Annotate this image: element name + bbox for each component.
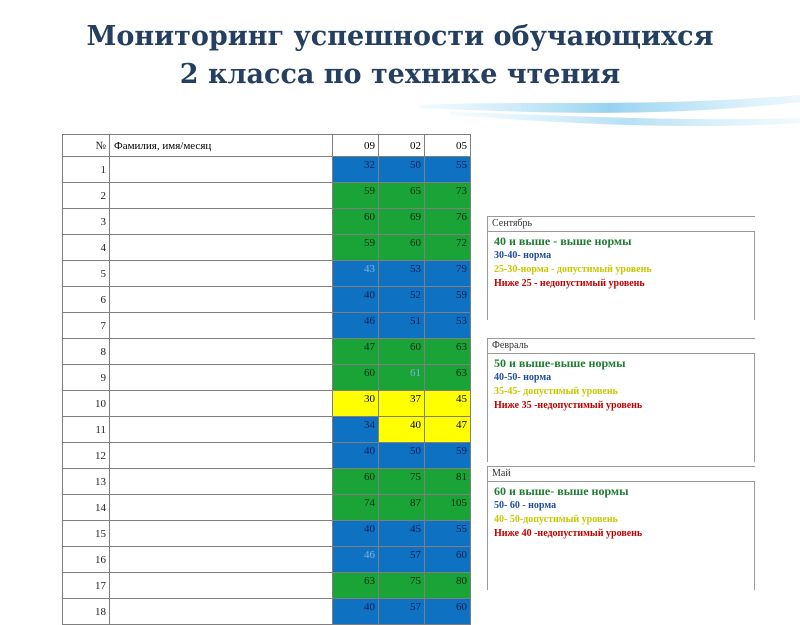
table-row <box>63 495 471 521</box>
score-september: 40 <box>333 287 379 313</box>
score-may: 63 <box>425 339 471 365</box>
score-february: 60 <box>379 235 425 261</box>
score-may: 105 <box>425 495 471 521</box>
student-name-cell <box>110 495 333 521</box>
legend-body <box>487 482 755 590</box>
student-name-cell <box>110 157 333 183</box>
legend-norm: 30-40- норма <box>494 250 552 261</box>
score-february: 61 <box>379 365 425 391</box>
score-may: 59 <box>425 287 471 313</box>
score-february: 50 <box>379 443 425 469</box>
student-name-cell <box>110 547 333 573</box>
row-number: 4 <box>63 235 110 261</box>
legend-unacceptable: Ниже 40 -недопустимый уровень <box>494 528 643 539</box>
row-number: 9 <box>63 365 110 391</box>
score-september: 46 <box>333 547 379 573</box>
score-may: 55 <box>425 521 471 547</box>
score-february: 60 <box>379 339 425 365</box>
score-may: 45 <box>425 391 471 417</box>
table-row <box>63 235 471 261</box>
score-may: 73 <box>425 183 471 209</box>
score-may: 81 <box>425 469 471 495</box>
score-september: 60 <box>333 365 379 391</box>
legend-norm: 50- 60 - норма <box>494 500 557 511</box>
score-september: 60 <box>333 209 379 235</box>
score-september: 46 <box>333 313 379 339</box>
table-row <box>63 313 471 339</box>
student-name-cell <box>110 365 333 391</box>
score-may: 72 <box>425 235 471 261</box>
legend-above-norm: 40 и выше - выше нормы <box>494 234 632 248</box>
slide-title <box>0 18 800 94</box>
row-number: 8 <box>63 339 110 365</box>
legend-september <box>487 216 755 320</box>
table-row <box>63 365 471 391</box>
table-row <box>63 443 471 469</box>
score-september: 47 <box>333 339 379 365</box>
score-february: 57 <box>379 599 425 625</box>
table-row <box>63 209 471 235</box>
legend-norm: 40-50- норма <box>494 372 552 383</box>
legend-acceptable: 35-45- допустимый уровень <box>494 386 618 397</box>
score-february: 50 <box>379 157 425 183</box>
table-row <box>63 261 471 287</box>
legend-body <box>487 232 755 320</box>
score-february: 37 <box>379 391 425 417</box>
row-number: 6 <box>63 287 110 313</box>
table-row <box>63 547 471 573</box>
score-september: 63 <box>333 573 379 599</box>
score-february: 51 <box>379 313 425 339</box>
row-number: 5 <box>63 261 110 287</box>
student-name-cell <box>110 469 333 495</box>
student-name-cell <box>110 573 333 599</box>
score-may: 79 <box>425 261 471 287</box>
score-september: 40 <box>333 443 379 469</box>
row-number: 14 <box>63 495 110 521</box>
table-row <box>63 417 471 443</box>
score-september: 59 <box>333 235 379 261</box>
student-name-cell <box>110 391 333 417</box>
table-row <box>63 287 471 313</box>
score-may: 55 <box>425 157 471 183</box>
score-september: 59 <box>333 183 379 209</box>
legend-may <box>487 466 755 590</box>
header-name: Фамилия, имя/месяц <box>110 135 333 157</box>
student-name-cell <box>110 443 333 469</box>
row-number: 17 <box>63 573 110 599</box>
student-name-cell <box>110 599 333 625</box>
row-number: 10 <box>63 391 110 417</box>
legend-above-norm: 60 и выше- выше нормы <box>494 484 629 498</box>
table-row <box>63 183 471 209</box>
row-number: 18 <box>63 599 110 625</box>
legend-acceptable: 25-30-норма - допустимый уровень <box>494 264 652 275</box>
student-name-cell <box>110 183 333 209</box>
table-row <box>63 521 471 547</box>
header-number: № <box>63 135 110 157</box>
table-row <box>63 339 471 365</box>
table-row <box>63 157 471 183</box>
row-number: 16 <box>63 547 110 573</box>
legend-month: Сентябрь <box>487 216 755 232</box>
score-february: 75 <box>379 573 425 599</box>
row-number: 3 <box>63 209 110 235</box>
table-header-row <box>63 135 471 157</box>
reading-speed-table <box>62 134 471 625</box>
legend-month: Февраль <box>487 338 755 354</box>
legend-unacceptable: Ниже 25 - недопустимый уровень <box>494 278 645 289</box>
score-february: 40 <box>379 417 425 443</box>
title-line-2: 2 класса по технике чтения <box>179 59 621 90</box>
header-may: 05 <box>425 135 471 157</box>
table-row <box>63 391 471 417</box>
row-number: 7 <box>63 313 110 339</box>
score-september: 60 <box>333 469 379 495</box>
row-number: 12 <box>63 443 110 469</box>
row-number: 1 <box>63 157 110 183</box>
score-may: 60 <box>425 599 471 625</box>
score-september: 34 <box>333 417 379 443</box>
student-name-cell <box>110 209 333 235</box>
legend-acceptable: 40- 50-допустимый уровень <box>494 514 618 525</box>
score-february: 65 <box>379 183 425 209</box>
table-row <box>63 573 471 599</box>
legend-above-norm: 50 и выше-выше нормы <box>494 356 626 370</box>
legend-february <box>487 338 755 462</box>
score-may: 63 <box>425 365 471 391</box>
score-september: 40 <box>333 599 379 625</box>
score-february: 45 <box>379 521 425 547</box>
student-name-cell <box>110 521 333 547</box>
score-may: 53 <box>425 313 471 339</box>
score-september: 30 <box>333 391 379 417</box>
score-february: 87 <box>379 495 425 521</box>
score-may: 80 <box>425 573 471 599</box>
score-september: 32 <box>333 157 379 183</box>
score-september: 40 <box>333 521 379 547</box>
score-may: 59 <box>425 443 471 469</box>
student-name-cell <box>110 313 333 339</box>
score-september: 74 <box>333 495 379 521</box>
score-may: 60 <box>425 547 471 573</box>
header-sep: 09 <box>333 135 379 157</box>
score-february: 53 <box>379 261 425 287</box>
score-february: 52 <box>379 287 425 313</box>
student-name-cell <box>110 287 333 313</box>
table-row <box>63 599 471 625</box>
row-number: 15 <box>63 521 110 547</box>
legend-unacceptable: Ниже 35 -недопустимый уровень <box>494 400 643 411</box>
row-number: 13 <box>63 469 110 495</box>
score-september: 43 <box>333 261 379 287</box>
table-row <box>63 469 471 495</box>
student-name-cell <box>110 417 333 443</box>
title-line-1: Мониторинг успешности обучающихся <box>86 21 714 52</box>
student-name-cell <box>110 339 333 365</box>
score-february: 57 <box>379 547 425 573</box>
header-feb: 02 <box>379 135 425 157</box>
legend-month: Май <box>487 466 755 482</box>
student-name-cell <box>110 261 333 287</box>
legend-body <box>487 354 755 462</box>
score-february: 69 <box>379 209 425 235</box>
student-name-cell <box>110 235 333 261</box>
score-may: 76 <box>425 209 471 235</box>
score-may: 47 <box>425 417 471 443</box>
score-february: 75 <box>379 469 425 495</box>
row-number: 2 <box>63 183 110 209</box>
row-number: 11 <box>63 417 110 443</box>
